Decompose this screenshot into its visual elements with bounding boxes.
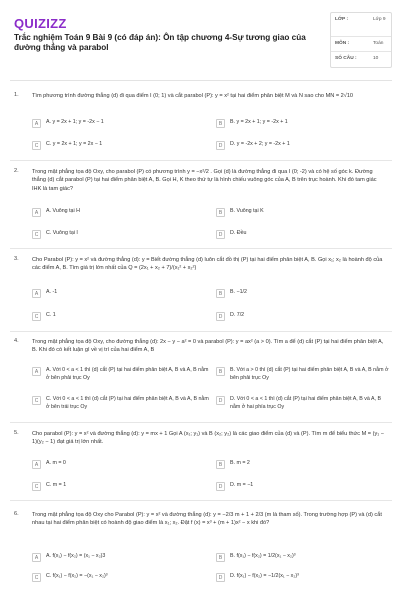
question-number: 4. — [14, 338, 19, 344]
question-text: Cho parabol (P): y = x² và đường thẳng (d): y = mx + 1 Gọi A (x₁; y₁) và B (x₂; y₂) là các giao điểm của (d) và (P). Tìm m để biểu thức M = (y₁ − 1)(y₂ − 1) đạt giá trị lớn nhất. — [32, 431, 384, 446]
option-b[interactable] — [216, 460, 386, 469]
option-text: B. m = 2 — [230, 460, 250, 466]
option-b[interactable] — [216, 208, 386, 217]
option-b[interactable] — [216, 289, 386, 298]
option-text: A. Vuông tại H — [46, 208, 80, 214]
option-letter-box: C — [32, 230, 41, 239]
option-letter-box: B — [216, 460, 225, 469]
info-box — [330, 12, 392, 68]
option-letter-box: D — [216, 312, 225, 321]
option-text: B. Với a > 0 thì (d) cắt (P) tại hai điểm phân biệt A, B và A, B nằm ở bên phải trục Oy — [230, 367, 389, 381]
option-letter-box: D — [216, 396, 225, 405]
option-c[interactable] — [32, 573, 202, 582]
class-value: Lớp 9 — [373, 17, 386, 22]
option-text: C. f(x₁) − f(x₂) = −(x₁ − x₂)³ — [46, 573, 108, 579]
class-label: LỚP : — [335, 17, 349, 22]
option-d[interactable] — [216, 230, 386, 239]
subject-row — [335, 41, 391, 46]
question-text: Cho Parabol (P): y = x² và đường thẳng (d): y = Biết đường thẳng (d) luôn cắt đồ thị (P) tại hai điểm phân biệt A, B. Gọi x₁; x₂ là hoành độ của các điểm A, B. Tìm giá trị lớn nhất của Q = (2x₁ + x₂ + 7)/(x₁² + x₂²) — [32, 257, 383, 272]
option-letter-box: B — [216, 367, 225, 376]
option-text: D. 7/2 — [230, 312, 245, 318]
option-text: B. −1/2 — [230, 289, 247, 295]
option-letter-box: C — [32, 573, 41, 582]
question-text: Trong mặt phẳng tọa độ Oxy cho Parabol (P): y = x² và đường thẳng (d): y = −2/3 m + 1 + 2/3 (m là tham số). Trong trường hợp (P) và (d) cắt nhau tại hai điểm phân biệt có hoành độ giao điểm là x₁; x₂. Đặt f (x) = x³ + (m + 1)x² − x khi đó? — [32, 512, 382, 527]
option-a[interactable] — [32, 553, 202, 562]
question-number: 1. — [14, 92, 19, 98]
option-c[interactable] — [32, 396, 210, 411]
option-a[interactable] — [32, 460, 202, 469]
option-d[interactable] — [216, 312, 386, 321]
question-text: Tìm phương trình đường thẳng (d) đi qua điểm I (0; 1) và cắt parabol (P): y = x² tại hai điểm phân biệt M và N sao cho MN = 2√10 — [32, 93, 354, 99]
option-letter-box: A — [32, 553, 41, 562]
option-text: D. y = -2x + 2; y = -2x + 1 — [230, 141, 290, 147]
quizizz-logo: QUIZIZZ — [14, 16, 67, 31]
question-divider — [10, 248, 392, 249]
option-d[interactable] — [216, 482, 386, 491]
option-letter-box: C — [32, 396, 41, 405]
option-text: A. m = 0 — [46, 460, 66, 466]
option-c[interactable] — [32, 141, 202, 150]
option-b[interactable] — [216, 553, 386, 562]
option-a[interactable] — [32, 289, 202, 298]
option-text: D. Đều — [230, 230, 247, 236]
option-letter-box: A — [32, 208, 41, 217]
option-text: B. y = 2x + 1; y = -2x + 1 — [230, 119, 288, 125]
count-label: SỐ CÂU : — [335, 56, 357, 61]
option-text: D. m = −1 — [230, 482, 254, 488]
option-letter-box: B — [216, 119, 225, 128]
option-b[interactable] — [216, 367, 392, 382]
option-letter-box: A — [32, 119, 41, 128]
option-b[interactable] — [216, 119, 386, 128]
question-number: 3. — [14, 256, 19, 262]
option-c[interactable] — [32, 230, 202, 239]
page-title: Trắc nghiệm Toán 9 Bài 9 (có đáp án): Ôn tập chương 4-Sự tương giao của đường thẳng và parabol — [14, 33, 306, 52]
question-divider — [10, 331, 392, 332]
subject-value: Toán — [373, 41, 384, 46]
question-divider — [10, 500, 392, 501]
option-letter-box: D — [216, 141, 225, 150]
option-text: A. -1 — [46, 289, 58, 295]
question-text: Trong mặt phẳng tọa độ Oxy, cho đường thẳng (d): 2x − y − a² = 0 và parabol (P): y = ax² (a > 0). Tìm a để (d) cắt (P) tại hai điểm phân biệt A, B. Khi đó có kết luận gì về vị trí của hai điểm A, B — [32, 339, 384, 354]
option-text: A. Với 0 < a < 1 thì (d) cắt (P) tại hai điểm phân biệt A, B và A, B nằm ở bên phải trục Oy — [46, 367, 209, 381]
option-text: A. y = 2x + 1; y = -2x − 1 — [46, 119, 104, 125]
option-letter-box: D — [216, 573, 225, 582]
question-number: 2. — [14, 168, 19, 174]
option-text: D. Với 0 < a < 1 thì (d) cắt (P) tại hai điểm phân biệt A, B và A, B nằm ở hai phía trục Oy — [230, 396, 381, 410]
option-letter-box: D — [216, 482, 225, 491]
option-text: C. Với 0 < a < 1 thì (d) cắt (P) tại hai điểm phân biệt A, B và A, B nằm ở bên trái trục Oy — [46, 396, 209, 410]
count-value: 10 — [373, 56, 379, 61]
class-row — [335, 17, 391, 22]
question-divider — [10, 160, 392, 161]
count-row — [335, 56, 391, 61]
option-letter-box: B — [216, 208, 225, 217]
option-d[interactable] — [216, 396, 392, 411]
option-d[interactable] — [216, 141, 386, 150]
option-text: B. Vuông tại K — [230, 208, 264, 214]
option-text: C. 1 — [46, 312, 56, 318]
option-letter-box: B — [216, 289, 225, 298]
question-number: 5. — [14, 430, 19, 436]
option-letter-box: A — [32, 367, 41, 376]
option-letter-box: C — [32, 141, 41, 150]
option-a[interactable] — [32, 367, 210, 382]
option-text: C. y = 2x + 1; y = 2x − 1 — [46, 141, 103, 147]
option-letter-box: A — [32, 289, 41, 298]
subject-label: MÔN : — [335, 41, 350, 46]
option-a[interactable] — [32, 119, 202, 128]
option-d[interactable] — [216, 573, 386, 582]
option-letter-box: D — [216, 230, 225, 239]
option-c[interactable] — [32, 482, 202, 491]
header-divider — [10, 80, 392, 81]
option-letter-box: B — [216, 553, 225, 562]
option-text: C. Vuông tại I — [46, 230, 78, 236]
option-text: D. f(x₁) − f(x₂) = −1/2(x₁ − x₂)³ — [230, 573, 299, 579]
option-letter-box: A — [32, 460, 41, 469]
option-text: B. f(x₁) − f(x₂) = 1/2(x₁ − x₂)³ — [230, 553, 296, 559]
question-number: 6. — [14, 511, 19, 517]
option-c[interactable] — [32, 312, 202, 321]
option-letter-box: C — [32, 312, 41, 321]
question-text: Trong mặt phẳng tọa độ Oxy, cho parabol (P) có phương trình y = −x²/2 . Gọi (d) là đường thẳng đi qua I (0; -2) và có hệ số góc k. Đường thẳng (d) cắt parabol (P) tại hai điểm phân biệt A, B. Gọi H, K theo thứ tự là hình chiếu vuông góc của A, B trên trục hoành. Khi đó tam giác IHK là tam giác? — [32, 169, 377, 192]
option-a[interactable] — [32, 208, 202, 217]
question-divider — [10, 422, 392, 423]
info-divider — [331, 51, 391, 52]
option-text: A. f(x₁) − f(x₂) = (x₁ − x₂)3 — [46, 553, 106, 559]
info-divider — [331, 36, 391, 37]
option-text: C. m = 1 — [46, 482, 67, 488]
option-letter-box: C — [32, 482, 41, 491]
